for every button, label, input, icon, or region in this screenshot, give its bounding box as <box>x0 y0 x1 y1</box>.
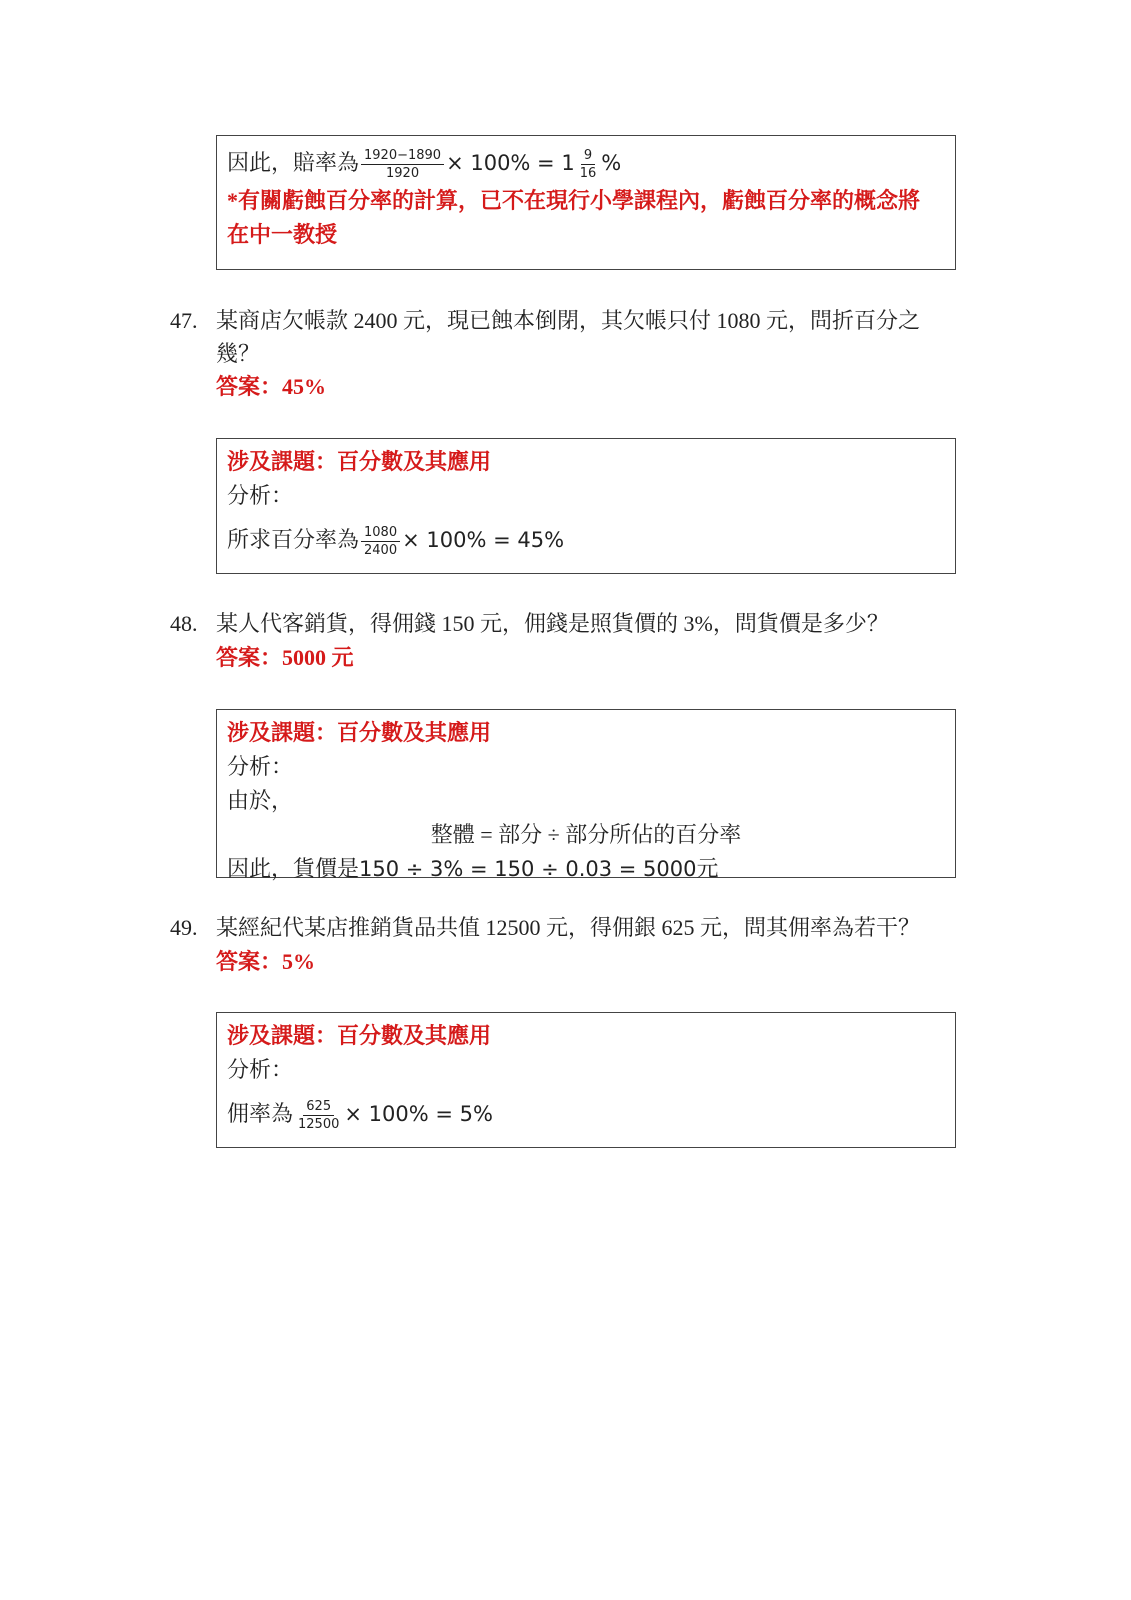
q47-analysis-box <box>216 438 956 574</box>
percentage-calculation: 所求百分率為 $\frac{1080}{2400}$ × 100% = 45% <box>227 525 565 559</box>
analysis-label: 分析： <box>227 483 294 508</box>
answer-49: 答案：5% <box>216 949 316 974</box>
question-47 <box>170 304 956 370</box>
analysis-label: 分析： <box>227 1057 294 1082</box>
commission-calculation: 佣率為 $\frac{625}{12500}$ × 100% = 5% <box>227 1099 493 1133</box>
curriculum-note-line1: *有關虧蝕百分率的計算，已不在現行小學課程內，虧蝕百分率的概念將 <box>227 188 921 214</box>
odds-fraction: $\frac{1920-1890}{1920}$ <box>361 147 444 182</box>
since-label: 由於， <box>227 788 294 813</box>
q48-analysis-box <box>216 709 956 881</box>
question-text-line1: 某商店欠帳款 2400 元，現已蝕本倒閉，其欠帳只付 1080 元，問折百分之 <box>216 308 921 333</box>
ratio-fraction: $\frac{625}{12500}$ <box>298 1099 340 1133</box>
question-text-line2: 幾？ <box>216 341 261 366</box>
question-number: 49. <box>170 915 198 940</box>
topic-label: 涉及課題：百分數及其應用 <box>227 720 492 745</box>
odds-multiplier: × 100% = 1 <box>446 151 575 175</box>
ratio-fraction: $\frac{1080}{2400}$ <box>361 524 400 559</box>
curriculum-note-line2: 在中一教授 <box>227 222 338 248</box>
percent-sign: % <box>601 151 622 175</box>
question-49 <box>170 911 956 944</box>
topic-label: 涉及課題：百分數及其應用 <box>227 449 492 474</box>
odds-calculation <box>227 146 945 182</box>
answer-47: 答案：45% <box>216 374 327 399</box>
question-text-line1: 某人代客銷貨，得佣錢 150 元，佣錢是照貨價的 3%，問貨價是多少？ <box>216 611 889 636</box>
price-result: 因此，貨價是150 ÷ 3% = 150 ÷ 0.03 = 5000元 <box>227 856 719 881</box>
whole-formula: 整體 = 部分 ÷ 部分所佔的百分率 <box>430 822 742 847</box>
question-number: 47. <box>170 308 198 333</box>
question-text-line1: 某經紀代某店推銷貨品共值 12500 元，得佣銀 625 元，問其佣率為若干？ <box>216 915 921 940</box>
mixed-fraction: $\frac{9}{16}$ <box>579 148 597 182</box>
answer-48: 答案：5000 元 <box>216 645 354 670</box>
question-48 <box>170 607 956 640</box>
analysis-label: 分析： <box>227 754 294 779</box>
q46-analysis-box <box>216 135 956 270</box>
question-number: 48. <box>170 611 198 636</box>
odds-prefix: 因此，賠率為 <box>227 150 360 175</box>
topic-label: 涉及課題：百分數及其應用 <box>227 1023 492 1048</box>
q49-analysis-box <box>216 1012 956 1148</box>
